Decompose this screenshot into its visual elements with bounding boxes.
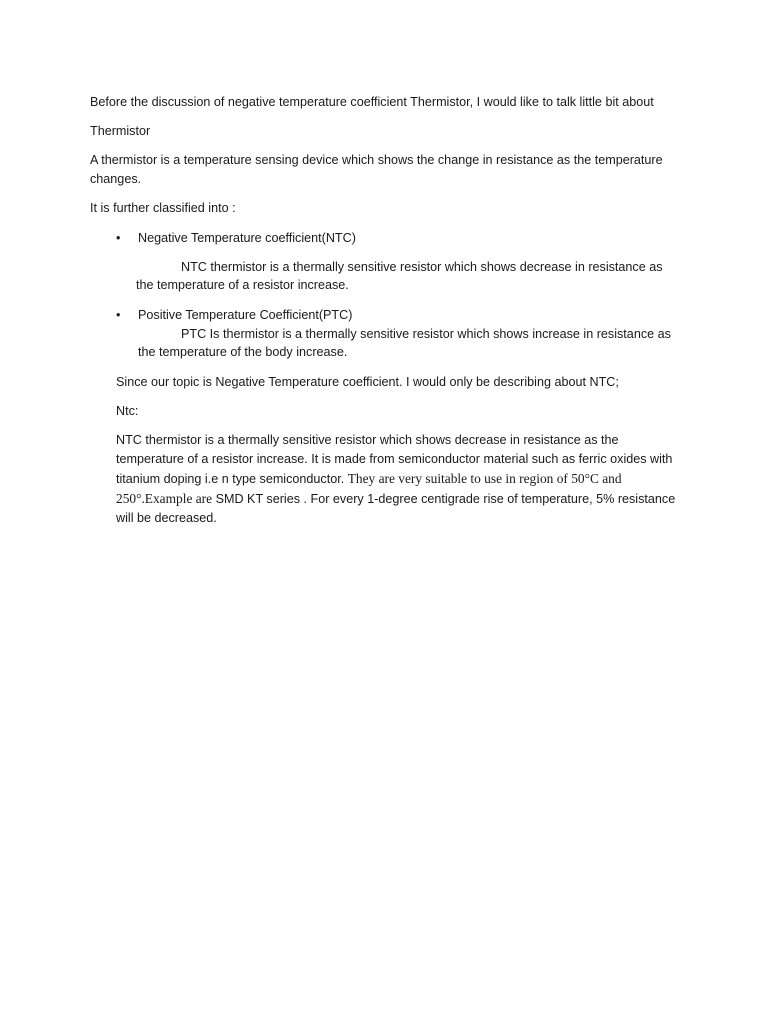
definition-paragraph: A thermistor is a temperature sensing device which shows the change in resistance as the temperature changes. [90,153,663,186]
ntc-description-line2: the temperature of a resistor increase. [136,278,349,292]
classified-intro: It is further classified into : [90,201,236,215]
ntc-paragraph [116,431,682,528]
ntc-heading: Ntc: [116,404,139,418]
bullet-icon: • [116,308,121,322]
bullet-icon: • [116,231,121,245]
ntc-paragraph-part2: SMD KT series . For every 1-degree centigrade rise of temperature, 5% resistance will be decreased. [116,492,676,525]
topic-line: Since our topic is Negative Temperature coefficient. I would only be describing about NTC; [116,375,619,389]
list-item-label: Positive Temperature Coefficient(PTC) [138,308,353,322]
ptc-description-line2: the temperature of the body increase. [138,345,348,359]
ptc-description-line1: PTC Is thermistor is a thermally sensitive resistor which shows increase in resistance as [181,327,671,341]
ntc-paragraph-serif: They are very suitable to use in region of 50°C and 250°.Example are [116,471,622,506]
heading-thermistor: Thermistor [90,124,151,138]
ntc-description-line1: NTC thermistor is a thermally sensitive resistor which shows decrease in resistance as [181,260,663,274]
ntc-paragraph-part1: NTC thermistor is a thermally sensitive resistor which shows decrease in resistance as the temperature of a resistor increase. It is made from semiconductor material such as ferric oxides with titanium doping i.e n type semiconductor. [116,433,673,486]
intro-paragraph: Before the discussion of negative temperature coefficient Thermistor, I would like to talk little bit about [90,95,654,109]
list-item-label: Negative Temperature coefficient(NTC) [138,231,356,245]
